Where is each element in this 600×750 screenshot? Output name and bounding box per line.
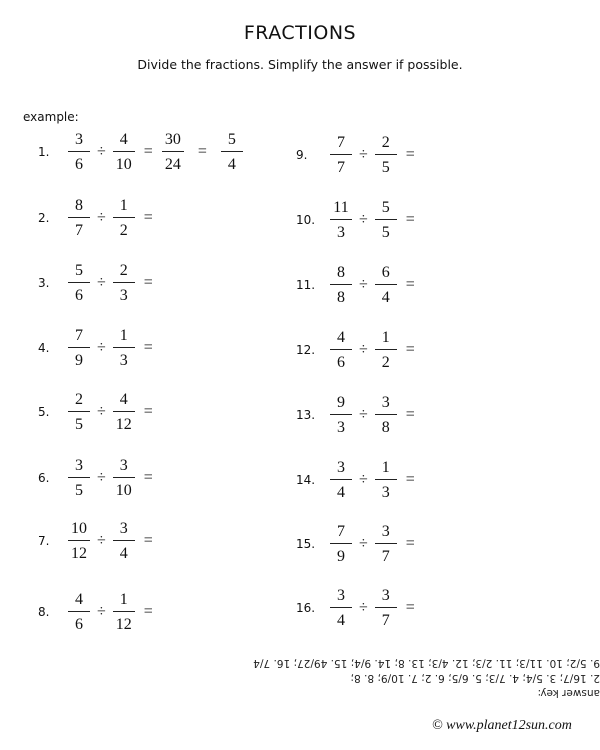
- dividend-fraction: $\frac{4}{6}$: [326, 328, 356, 372]
- dividend-fraction: $\frac{11}{3}$: [326, 198, 356, 242]
- dividend-fraction: $\frac{7}{9}$: [326, 522, 356, 566]
- divide-icon: ÷: [97, 403, 106, 420]
- problem-number: 7.: [38, 534, 50, 548]
- divide-icon: ÷: [97, 339, 106, 356]
- problem-number: 8.: [38, 605, 50, 619]
- equals-sign: =: [143, 274, 153, 291]
- divisor-fraction: $\frac{3}{7}$: [371, 522, 401, 566]
- problem-12: [296, 328, 420, 372]
- equals-sign: =: [143, 143, 153, 160]
- copyright-link[interactable]: © www.planet12sun.com: [432, 718, 572, 733]
- divisor-fraction: $\frac{2}{5}$: [371, 133, 401, 177]
- problem-number: 3.: [38, 276, 50, 290]
- divide-icon: ÷: [97, 603, 106, 620]
- divisor-fraction: $\frac{4}{10}$: [109, 130, 139, 174]
- answer-key-line-1: 2. 16/7; 3. 5/4; 4. 7/3; 5. 6/5; 6. 2; 7. 10/9; 8. 8;: [350, 672, 600, 684]
- problem-number: 13.: [296, 408, 316, 422]
- divisor-fraction: $\frac{6}{4}$: [371, 263, 401, 307]
- divisor-fraction: $\frac{2}{3}$: [109, 261, 139, 305]
- equals-sign: =: [143, 209, 153, 226]
- divide-icon: ÷: [359, 599, 368, 616]
- divide-icon: ÷: [97, 469, 106, 486]
- problem-13: [296, 393, 420, 437]
- work-fraction: $\frac{30}{24}$: [158, 130, 188, 174]
- equals-sign: =: [405, 599, 415, 616]
- divisor-fraction: $\frac{1}{12}$: [109, 590, 139, 634]
- answer-key-label: answer key:: [537, 687, 600, 699]
- problem-number: 12.: [296, 343, 316, 357]
- problem-number: 15.: [296, 537, 316, 551]
- equals-sign: =: [143, 469, 153, 486]
- problem-4: [38, 326, 158, 370]
- dividend-fraction: $\frac{2}{5}$: [64, 390, 94, 434]
- problem-1: [38, 130, 247, 174]
- equals-sign: =: [405, 146, 415, 163]
- answer-fraction: $\frac{5}{4}$: [217, 130, 247, 174]
- problem-5: [38, 390, 158, 434]
- problem-number: 16.: [296, 601, 316, 615]
- problem-number: 10.: [296, 213, 316, 227]
- problem-2: [38, 196, 158, 240]
- dividend-fraction: $\frac{8}{8}$: [326, 263, 356, 307]
- dividend-fraction: $\frac{3}{5}$: [64, 456, 94, 500]
- divisor-fraction: $\frac{3}{8}$: [371, 393, 401, 437]
- problem-number: 1.: [38, 145, 50, 159]
- equals-sign: =: [143, 603, 153, 620]
- dividend-fraction: $\frac{7}{7}$: [326, 133, 356, 177]
- divisor-fraction: $\frac{3}{10}$: [109, 456, 139, 500]
- divisor-fraction: $\frac{3}{4}$: [109, 519, 139, 563]
- dividend-fraction: $\frac{4}{6}$: [64, 590, 94, 634]
- divide-icon: ÷: [359, 211, 368, 228]
- problem-number: 14.: [296, 473, 316, 487]
- equals-sign: =: [405, 276, 415, 293]
- divisor-fraction: $\frac{1}{2}$: [371, 328, 401, 372]
- problem-9: [296, 133, 420, 177]
- problem-8: [38, 590, 158, 634]
- divide-icon: ÷: [359, 341, 368, 358]
- page-title: FRACTIONS: [243, 22, 357, 44]
- problem-number: 4.: [38, 341, 50, 355]
- problem-number: 6.: [38, 471, 50, 485]
- equals-sign: =: [143, 532, 153, 549]
- dividend-fraction: $\frac{7}{9}$: [64, 326, 94, 370]
- problem-number: 2.: [38, 211, 50, 225]
- equals-sign: =: [405, 535, 415, 552]
- dividend-fraction: $\frac{3}{4}$: [326, 586, 356, 630]
- equals-sign: =: [405, 341, 415, 358]
- equals-sign: =: [405, 406, 415, 423]
- problem-number: 9.: [296, 148, 308, 162]
- dividend-fraction: $\frac{9}{3}$: [326, 393, 356, 437]
- divide-icon: ÷: [359, 276, 368, 293]
- answer-key-line-2: 9. 5/2; 10. 11/3; 11. 2/3; 12. 4/3; 13. 8; 14. 9/4; 15. 49/27; 16. 7/4: [253, 657, 600, 669]
- problem-11: [296, 263, 420, 307]
- answer-key: [180, 655, 600, 700]
- problem-number: 11.: [296, 278, 316, 292]
- equals-sign: =: [405, 211, 415, 228]
- equals-sign: =: [405, 471, 415, 488]
- dividend-fraction: $\frac{8}{7}$: [64, 196, 94, 240]
- problem-3: [38, 261, 158, 305]
- instructions: Divide the fractions. Simplify the answer if possible.: [137, 57, 463, 72]
- problem-14: [296, 458, 420, 502]
- divisor-fraction: $\frac{1}{3}$: [109, 326, 139, 370]
- problem-10: [296, 198, 420, 242]
- divisor-fraction: $\frac{4}{12}$: [109, 390, 139, 434]
- equals-sign: =: [143, 403, 153, 420]
- problem-7: [38, 519, 158, 563]
- dividend-fraction: $\frac{5}{6}$: [64, 261, 94, 305]
- equals-sign: =: [143, 339, 153, 356]
- divisor-fraction: $\frac{1}{2}$: [109, 196, 139, 240]
- dividend-fraction: $\frac{10}{12}$: [64, 519, 94, 563]
- divisor-fraction: $\frac{5}{5}$: [371, 198, 401, 242]
- divide-icon: ÷: [97, 274, 106, 291]
- equals-sign: =: [197, 143, 207, 160]
- problem-15: [296, 522, 420, 566]
- problem-6: [38, 456, 158, 500]
- problem-number: 5.: [38, 405, 50, 419]
- divide-icon: ÷: [97, 209, 106, 226]
- example-label: example:: [23, 110, 79, 124]
- divide-icon: ÷: [97, 532, 106, 549]
- divide-icon: ÷: [359, 406, 368, 423]
- dividend-fraction: $\frac{3}{6}$: [64, 130, 94, 174]
- divisor-fraction: $\frac{1}{3}$: [371, 458, 401, 502]
- divide-icon: ÷: [359, 471, 368, 488]
- divide-icon: ÷: [359, 146, 368, 163]
- divide-icon: ÷: [359, 535, 368, 552]
- divide-icon: ÷: [97, 143, 106, 160]
- problem-16: [296, 586, 420, 630]
- divisor-fraction: $\frac{3}{7}$: [371, 586, 401, 630]
- dividend-fraction: $\frac{3}{4}$: [326, 458, 356, 502]
